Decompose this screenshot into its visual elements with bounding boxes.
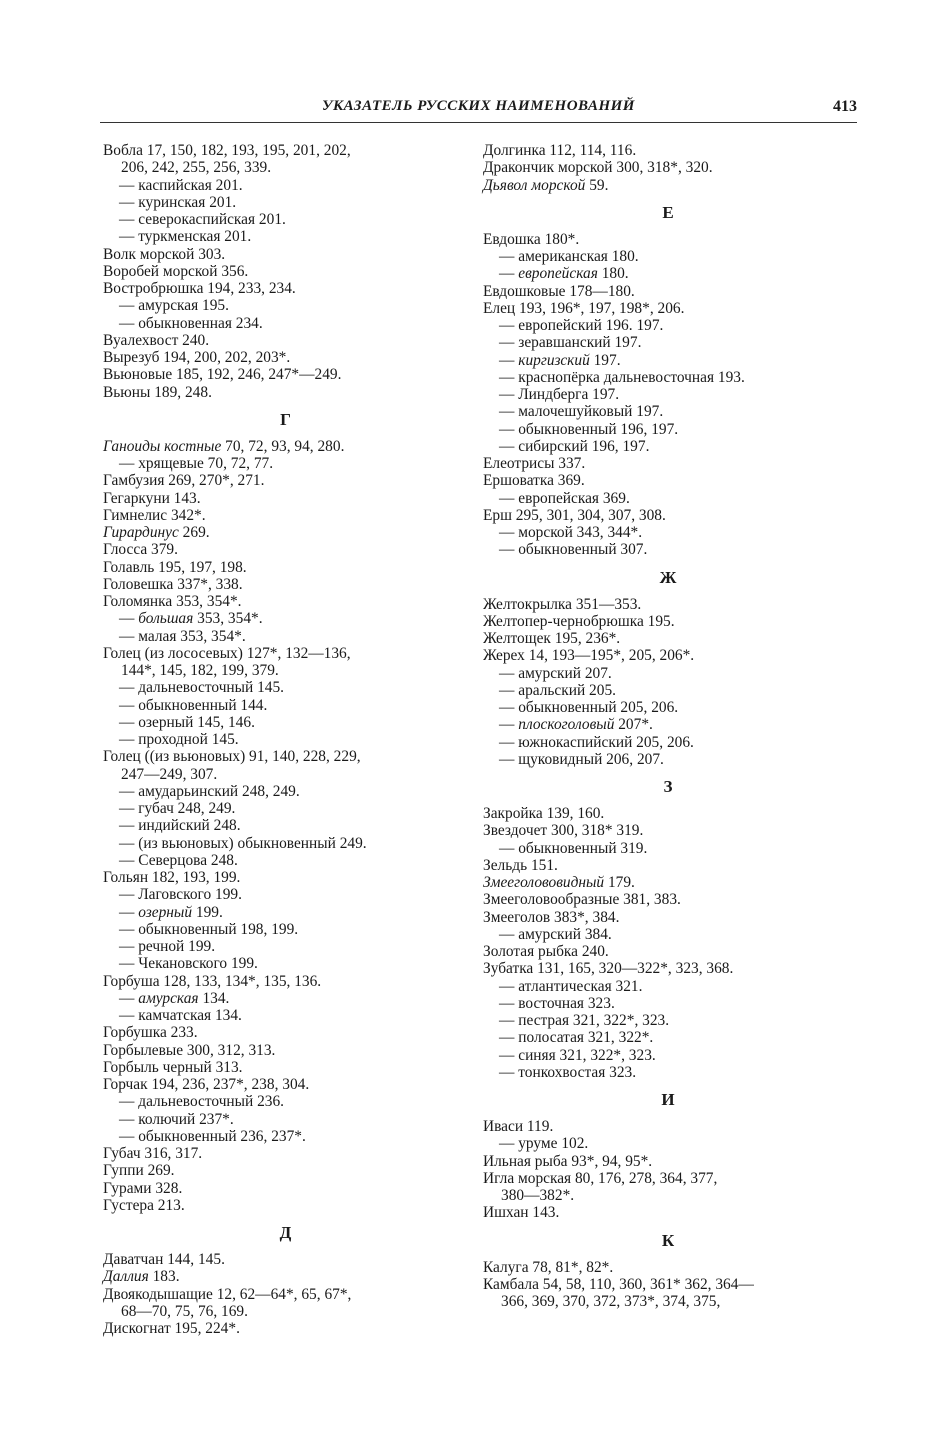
index-entry: Гурами 328.: [103, 1179, 183, 1197]
index-entry: Зельдь 151.: [483, 856, 558, 874]
page-number: 413: [833, 98, 857, 115]
index-subentry: — Лаговского 199.: [119, 886, 242, 904]
index-entry: Дьявол морской 59.: [483, 176, 609, 194]
index-entry: Глосса 379.: [103, 541, 178, 559]
index-entry: Зубатка 131, 165, 320—322*, 323, 368.: [483, 960, 734, 978]
index-subentry: — щуковидный 206, 207.: [499, 750, 664, 768]
index-subentry: — морской 343, 344*.: [499, 524, 643, 541]
index-continuation: 380—382*.: [501, 1187, 575, 1204]
index-entry: Змееголовообразные 381, 383.: [483, 891, 681, 909]
index-entry: Елец 193, 196*, 197, 198*, 206.: [483, 299, 685, 317]
index-subentry: — куринская 201.: [119, 193, 237, 211]
index-entry: Елеотрисы 337.: [483, 455, 586, 472]
index-entry: Желтокрылка 351—353.: [483, 595, 642, 613]
header-title: УКАЗАТЕЛЬ РУССКИХ НАИМЕНОВАНИЙ: [322, 98, 635, 114]
index-continuation: 144*, 145, 182, 199, 379.: [121, 662, 279, 679]
index-entry: Ишхан 143.: [483, 1204, 560, 1222]
index-subentry: — амурский 207.: [499, 664, 612, 682]
index-subentry: — большая 353, 354*.: [119, 610, 263, 628]
index-subentry: — плоскоголовый 207*.: [499, 716, 653, 734]
section-letter: Д: [279, 1223, 292, 1242]
index-subentry: — амурская 134.: [119, 989, 230, 1007]
index-subentry: — амурская 195.: [119, 297, 229, 315]
section-letter: Г: [280, 409, 291, 429]
index-subentry: — индийский 248.: [119, 817, 241, 835]
index-subentry: — обыкновенный 307.: [499, 541, 648, 559]
index-subentry: — южнокаспийский 205, 206.: [499, 733, 694, 751]
index-subentry: — обыкновенный 205, 206.: [499, 699, 679, 716]
index-subentry: — синяя 321, 322*, 323.: [499, 1046, 656, 1064]
index-entry: Гольян 182, 193, 199.: [103, 869, 241, 886]
index-subentry: — каспийская 201.: [119, 176, 243, 194]
index-continuation: 206, 242, 255, 256, 339.: [121, 159, 272, 177]
index-subentry: — пестрая 321, 322*, 323.: [499, 1012, 670, 1029]
index-subentry: — обыкновенный 236, 237*.: [119, 1127, 306, 1145]
index-entry: Двоякодышащие 12, 62—64*, 65, 67*,: [103, 1285, 352, 1303]
index-entry: Горбуша 128, 133, 134*, 135, 136.: [103, 972, 322, 990]
index-entry: Евдошковые 178—180.: [483, 282, 635, 300]
index-subentry: — аральский 205.: [499, 681, 616, 699]
left-column: [103, 142, 468, 1337]
index-continuation: 68—70, 75, 76, 169.: [121, 1302, 248, 1320]
index-entry: Голец ((из вьюновых) 91, 140, 228, 229,: [103, 748, 361, 766]
index-entry: Камбала 54, 58, 110, 360, 361* 362, 364—: [483, 1275, 754, 1293]
index-subentry: — зеравшанский 197.: [499, 334, 642, 352]
index-subentry: — амурский 384.: [499, 925, 612, 943]
index-subentry: — восточная 323.: [499, 994, 615, 1012]
index-subentry: — амударьинский 248, 249.: [119, 782, 300, 800]
section-letter: И: [661, 1090, 675, 1109]
index-entry: Вуалехвост 240.: [103, 331, 210, 349]
index-subentry: — камчатская 134.: [119, 1007, 242, 1024]
index-entry: Вобла 17, 150, 182, 193, 195, 201, 202,: [103, 142, 351, 159]
index-subentry: — туркменская 201.: [119, 228, 252, 246]
index-subentry: — дальневосточный 236.: [119, 1093, 285, 1111]
index-subentry: — американская 180.: [499, 248, 639, 265]
index-entry: Горбыль черный 313.: [103, 1058, 243, 1076]
index-entry: Змееголововидный 179.: [483, 874, 635, 891]
index-subentry: — (из вьюновых) обыкновенный 249.: [119, 834, 367, 852]
index-subentry: — обыкновенная 234.: [119, 314, 263, 332]
index-entry: Густера 213.: [103, 1196, 185, 1214]
index-entry: Змееголов 383*, 384.: [483, 908, 620, 926]
index-entry: Гирардинус 269.: [103, 524, 210, 541]
section-letter: З: [663, 777, 673, 796]
index-subentry: — северокаспийская 201.: [119, 211, 286, 228]
index-entry: Голавль 195, 197, 198.: [103, 558, 247, 576]
index-entry: Евдошка 180*.: [483, 230, 580, 248]
index-subentry: — атлантическая 321.: [499, 977, 643, 995]
index-entry: Востробрюшка 194, 233, 234.: [103, 280, 296, 297]
index-entry: Дискогнат 195, 224*.: [103, 1320, 240, 1337]
index-entry: Желтощек 195, 236*.: [483, 630, 621, 647]
index-subentry: — Чекановского 199.: [119, 955, 258, 973]
index-entry: Игла морская 80, 176, 278, 364, 377,: [483, 1169, 718, 1187]
right-column: [483, 142, 853, 1310]
index-entry: Жерех 14, 193—195*, 205, 206*.: [483, 647, 695, 665]
section-letter: К: [661, 1230, 675, 1250]
index-subentry: — полосатая 321, 322*.: [499, 1029, 654, 1047]
index-entry: Ершоватка 369.: [483, 472, 585, 490]
index-continuation: 247—249, 307.: [121, 765, 218, 783]
index-subentry: — малая 353, 354*.: [119, 627, 246, 645]
index-entry: Ерш 295, 301, 304, 307, 308.: [483, 506, 666, 524]
index-entry: Закройка 139, 160.: [483, 805, 605, 822]
index-subentry: — сибирский 196, 197.: [499, 437, 650, 455]
index-subentry: — губач 248, 249.: [119, 800, 236, 817]
index-entry: Голец (из лососевых) 127*, 132—136,: [103, 644, 351, 662]
index-entry: Даллия 183.: [103, 1268, 180, 1286]
index-subentry: — европейская 180.: [499, 265, 629, 283]
index-entry: Губач 316, 317.: [103, 1145, 203, 1162]
index-entry: Голомянка 353, 354*.: [103, 593, 242, 610]
index-subentry: — озерный 145, 146.: [119, 713, 255, 731]
index-entry: Вьюновые 185, 192, 246, 247*—249.: [103, 366, 342, 384]
index-subentry: — хрящевые 70, 72, 77.: [119, 455, 274, 472]
index-entry: Вьюны 189, 248.: [103, 383, 212, 401]
index-subentry: — речной 199.: [119, 938, 216, 955]
index-subentry: — Северцова 248.: [119, 851, 238, 869]
index-subentry: — малочешуйковый 197.: [499, 403, 664, 421]
index-subentry: — дальневосточный 145.: [119, 679, 285, 697]
index-entry: Дракончик морской 300, 318*, 320.: [483, 159, 713, 177]
index-subentry: — обыкновенный 319.: [499, 839, 648, 857]
index-subentry: — уруме 102.: [499, 1135, 589, 1153]
index-subentry: — обыкновенный 144.: [119, 696, 268, 714]
index-entry: Желтопер-чернобрюшка 195.: [483, 612, 675, 630]
index-entry: Даватчан 144, 145.: [103, 1251, 225, 1268]
index-entry: Гегаркуни 143.: [103, 489, 201, 507]
index-entry: Головешка 337*, 338.: [103, 575, 243, 593]
index-entry: Гамбузия 269, 270*, 271.: [103, 472, 265, 490]
index-entry: Гимнелис 342*.: [103, 506, 206, 524]
index-entry: Калуга 78, 81*, 82*.: [483, 1258, 614, 1276]
index-entry: Золотая рыбка 240.: [483, 943, 609, 960]
index-entry: Горбушка 233.: [103, 1024, 198, 1042]
index-subentry: — обыкновенный 196, 197.: [499, 420, 679, 438]
index-subentry: — Линдберга 197.: [499, 386, 620, 403]
index-continuation: 366, 369, 370, 372, 373*, 374, 375,: [501, 1293, 721, 1310]
index-subentry: — колючий 237*.: [119, 1110, 234, 1128]
index-entry: Долгинка 112, 114, 116.: [483, 142, 637, 159]
section-letter: Ж: [659, 567, 677, 587]
index-entry: Волк морской 303.: [103, 245, 226, 263]
index-entry: Горчак 194, 236, 237*, 238, 304.: [103, 1076, 310, 1093]
index-entry: Гуппи 269.: [103, 1162, 175, 1180]
index-entry: Ильная рыба 93*, 94, 95*.: [483, 1152, 653, 1170]
index-subentry: — европейская 369.: [499, 489, 630, 507]
index-entry: Вырезуб 194, 200, 202, 203*.: [103, 349, 291, 366]
index-subentry: — краснопёрка дальневосточная 193.: [499, 368, 745, 386]
index-subentry: — тонкохвостая 323.: [499, 1063, 637, 1081]
index-entry: Иваси 119.: [483, 1118, 554, 1135]
index-subentry: — проходной 145.: [119, 731, 239, 748]
index-subentry: — киргизский 197.: [499, 351, 621, 369]
section-letter: Е: [662, 202, 674, 222]
index-entry: Звездочет 300, 318* 319.: [483, 822, 644, 840]
index-subentry: — европейский 196. 197.: [499, 317, 664, 334]
index-entry: Ганоиды костные 70, 72, 93, 94, 280.: [103, 437, 345, 455]
index-subentry: — озерный 199.: [119, 903, 223, 921]
running-header: [100, 98, 857, 123]
index-entry: Воробей морской 356.: [103, 262, 249, 280]
index-entry: Горбылевые 300, 312, 313.: [103, 1041, 276, 1059]
index-subentry: — обыкновенный 198, 199.: [119, 920, 299, 938]
